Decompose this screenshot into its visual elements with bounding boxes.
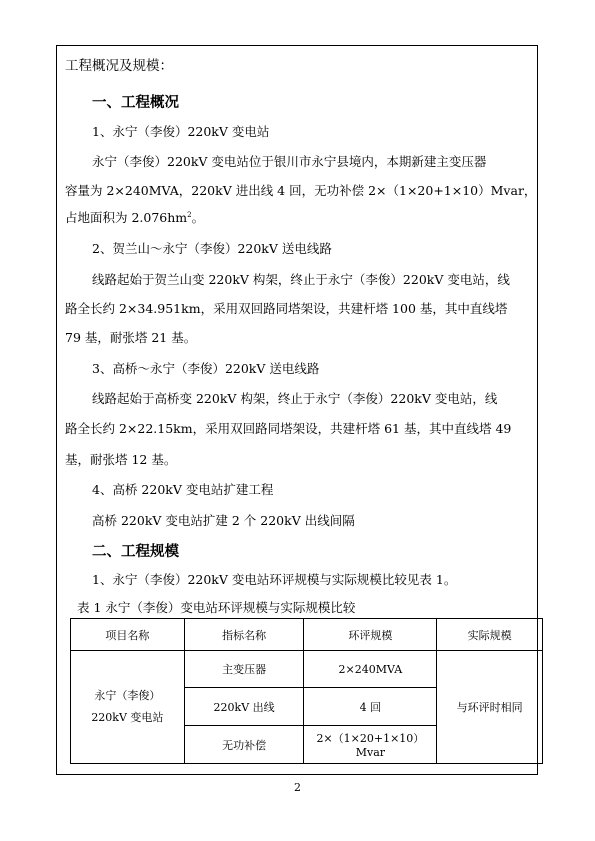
header-eia-scale: 环评规模	[304, 619, 437, 651]
eia-value-cell: 2×（1×20+1×10）Mvar	[304, 726, 437, 764]
item1-area-end: 。	[191, 210, 205, 225]
actual-scale-cell: 与环评时相同	[437, 651, 543, 764]
item2-line1: 线路起始于贺兰山变 220kV 构架，终止于永宁（李俊）220kV 变电站，线	[92, 272, 510, 287]
header-project-name: 项目名称	[71, 619, 185, 651]
item1-title: 1、永宁（李俊）220kV 变电站	[92, 124, 270, 139]
item2-line3: 79 基，耐张塔 21 基。	[65, 330, 197, 345]
header-actual-scale: 实际规模	[437, 619, 543, 651]
eia-value-cell: 4 回	[304, 688, 437, 726]
page-number: 2	[294, 781, 301, 794]
item3-line1: 线路起始于高桥变 220kV 构架，终止于永宁（李俊）220kV 变电站，线	[92, 391, 498, 406]
project-name-cell	[71, 651, 185, 764]
table-header-row	[71, 619, 543, 651]
indicator-cell: 220kV 出线	[184, 688, 304, 726]
indicator-cell: 主变压器	[184, 651, 304, 688]
eia-value-cell: 2×240MVA	[304, 651, 437, 688]
project-name-line1: 永宁（李俊）	[94, 689, 161, 702]
header-indicator-name: 指标名称	[184, 619, 304, 651]
item3-line2: 路全长约 2×22.15km，采用双回路同塔架设，共建杆塔 61 基，其中直线塔 49	[65, 421, 512, 436]
table-caption: 表 1 永宁（李俊）变电站环评规模与实际规模比较	[77, 600, 356, 615]
item3-title: 3、高桥～永宁（李俊）220kV 送电线路	[92, 361, 320, 376]
item1-line3	[65, 208, 204, 226]
project-name-line2: 220kV 变电站	[91, 711, 164, 724]
scale-intro: 1、永宁（李俊）220kV 变电站环评规模与实际规模比较见表 1。	[92, 572, 457, 587]
section-heading-scale: 二、工程规模	[92, 544, 179, 560]
item4-title: 4、高桥 220kV 变电站扩建工程	[92, 482, 274, 497]
section-heading-overview: 一、工程概况	[92, 95, 179, 111]
area-unit-superscript: 2	[187, 210, 192, 219]
item1-line1: 永宁（李俊）220kV 变电站位于银川市永宁县境内，本期新建主变压器	[92, 154, 487, 169]
item2-title: 2、贺兰山～永宁（李俊）220kV 送电线路	[92, 241, 332, 256]
item3-line3: 基，耐张塔 12 基。	[65, 452, 177, 467]
item2-line2: 路全长约 2×34.951km，采用双回路同塔架设，共建杆塔 100 基，其中直线塔	[65, 301, 508, 316]
item1-area-text: 占地面积为 2.076hm	[65, 210, 188, 225]
item1-line2: 容量为 2×240MVA，220kV 进出线 4 回，无功补偿 2×（1×20+1×10）Mvar，	[65, 183, 537, 198]
page-title: 工程概况及规模：	[65, 58, 173, 74]
indicator-cell: 无功补偿	[184, 726, 304, 764]
item4-line1: 高桥 220kV 变电站扩建 2 个 220kV 出线间隔	[92, 513, 355, 528]
table-row	[71, 651, 543, 688]
comparison-table	[70, 618, 543, 764]
